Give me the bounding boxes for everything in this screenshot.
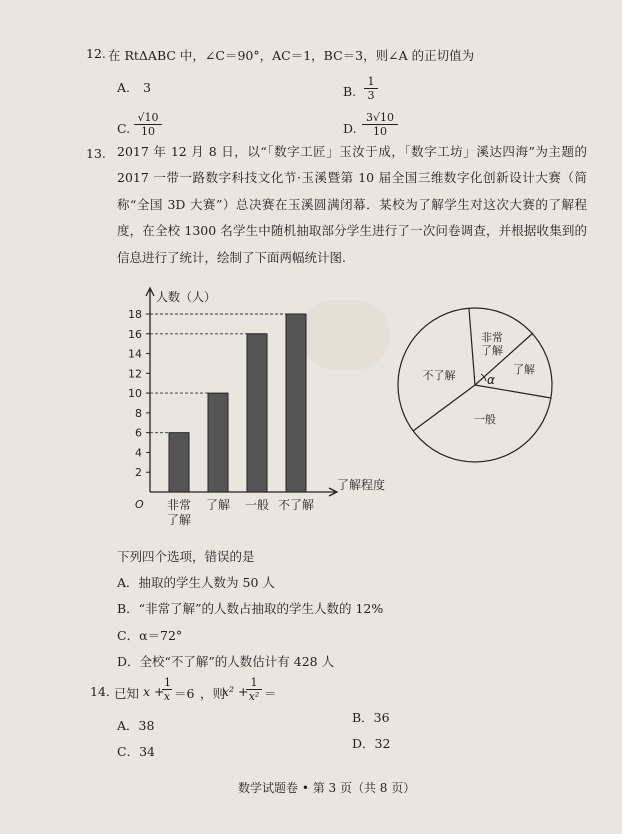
q12-option-c-label: C. xyxy=(117,121,131,136)
bar xyxy=(169,433,189,492)
q12-c-denominator: 10 xyxy=(141,125,155,138)
pie-slice-label: 非常 xyxy=(481,331,503,344)
q14-option-b: B．36 xyxy=(352,710,390,725)
q14-option-a: A．38 xyxy=(117,718,155,733)
q12-d-numerator: 3√10 xyxy=(362,111,398,125)
alpha-label: α xyxy=(487,373,495,387)
q12-option-c-fraction xyxy=(134,111,162,138)
y-tick-label: 10 xyxy=(128,387,142,401)
q12-b-numerator: 1 xyxy=(364,75,378,89)
bar xyxy=(247,334,267,492)
y-tick-label: 12 xyxy=(128,367,142,381)
q14-fraction-1 xyxy=(162,676,172,703)
q14-frac2-denominator: x² xyxy=(248,690,260,703)
y-tick-label: 4 xyxy=(135,446,142,460)
q14-plus-2: + xyxy=(238,684,249,699)
x-category-label: 了解 xyxy=(205,498,231,512)
q14-option-c: C．34 xyxy=(117,744,155,759)
pie-slice-label: 一般 xyxy=(474,413,496,426)
pie-slice-label: 了解 xyxy=(513,363,535,376)
q12-b-denominator: 3 xyxy=(367,89,375,102)
x-category-label: 了解 xyxy=(166,513,192,527)
q14-eq6: ＝6 xyxy=(174,686,195,701)
pie-slice-label: 不了解 xyxy=(422,369,456,382)
bar xyxy=(208,393,228,492)
q14-stem-middle: ，则 xyxy=(200,686,226,701)
q13-paragraph: 2017 年 12 月 8 日，以“「数字工匠」玉汝于成，「数字工坊」溪达四海”为主题的 2017 一带一路数字科技文化节·玉溪暨第 10 届全国三维数字化创新设计大赛（简称“全国 3D 大赛”）总决赛在玉溪圆满闭幕．某校为了解学生对这次大赛的了解程度，在全校 1300 名学生中随机抽取部分学生进行了一次问卷调查，并根据收集到的信息进行了统计，绘制了下面两幅统计图. xyxy=(117,144,587,265)
q13-option-c: C．α＝72° xyxy=(117,628,183,643)
q12-option-b-label: B. xyxy=(343,84,357,99)
y-tick-label: 16 xyxy=(128,327,142,341)
q12-option-d-label: D. xyxy=(343,121,357,136)
q12-stem: 在 RtΔABC 中，∠C＝90°，AC＝1，BC＝3，则∠A 的正切值为 xyxy=(108,48,475,63)
q14-number: 14. xyxy=(90,684,110,699)
q14-frac2-numerator: 1 xyxy=(246,676,262,690)
q14-frac1-numerator: 1 xyxy=(164,676,171,689)
q12-d-denominator: 10 xyxy=(373,125,387,138)
bar-chart xyxy=(110,282,390,532)
q12-option-a-label: A. xyxy=(117,80,131,95)
pie-chart xyxy=(395,300,565,470)
y-tick-label: 2 xyxy=(135,466,142,480)
q12-option-b-fraction xyxy=(364,75,378,102)
y-tick-label: 18 xyxy=(128,308,142,321)
pie-slice-label: 了解 xyxy=(481,344,503,357)
q14-stem-end: ＝ xyxy=(264,686,277,701)
q14-plus-1: + xyxy=(154,684,165,699)
q14-x: x xyxy=(143,684,151,699)
y-tick-label: 6 xyxy=(135,426,142,440)
q13-number: 13. xyxy=(86,146,106,161)
x-category-label: 不了解 xyxy=(277,498,315,512)
y-axis-label: 人数（人） xyxy=(156,290,217,304)
x-category-label: 一般 xyxy=(244,498,270,512)
q14-x-squared: x² xyxy=(222,684,235,699)
q13-option-a: A．抽取的学生人数为 50 人 xyxy=(117,575,275,590)
bar xyxy=(286,314,306,492)
pie-slice-boundary xyxy=(413,385,475,431)
q14-stem-prefix: 已知 xyxy=(114,686,140,701)
y-tick-label: 14 xyxy=(128,347,142,361)
page-footer: 数学试题卷 • 第 3 页（共 8 页） xyxy=(238,781,416,795)
q13-option-b: B．“非常了解”的人数占抽取的学生人数的 12% xyxy=(117,601,384,616)
q14-fraction-2 xyxy=(246,676,262,703)
q12-number: 12. xyxy=(86,46,106,61)
q14-option-d: D．32 xyxy=(352,736,391,751)
q13-option-d: D．全校“不了解”的人数估计有 428 人 xyxy=(117,654,335,669)
x-axis-label: 了解程度 xyxy=(337,478,386,492)
x-category-label: 非常 xyxy=(166,498,192,512)
origin-label: O xyxy=(135,498,144,511)
q12-c-numerator: √10 xyxy=(134,111,162,125)
q12-option-a-text: 3 xyxy=(143,80,151,95)
q14-frac1-denominator: x xyxy=(163,690,171,703)
q12-option-d-fraction xyxy=(362,111,398,138)
q13-question: 下列四个选项，错误的是 xyxy=(117,549,255,564)
pie-slice-boundary xyxy=(469,309,475,385)
y-tick-label: 8 xyxy=(135,406,142,420)
